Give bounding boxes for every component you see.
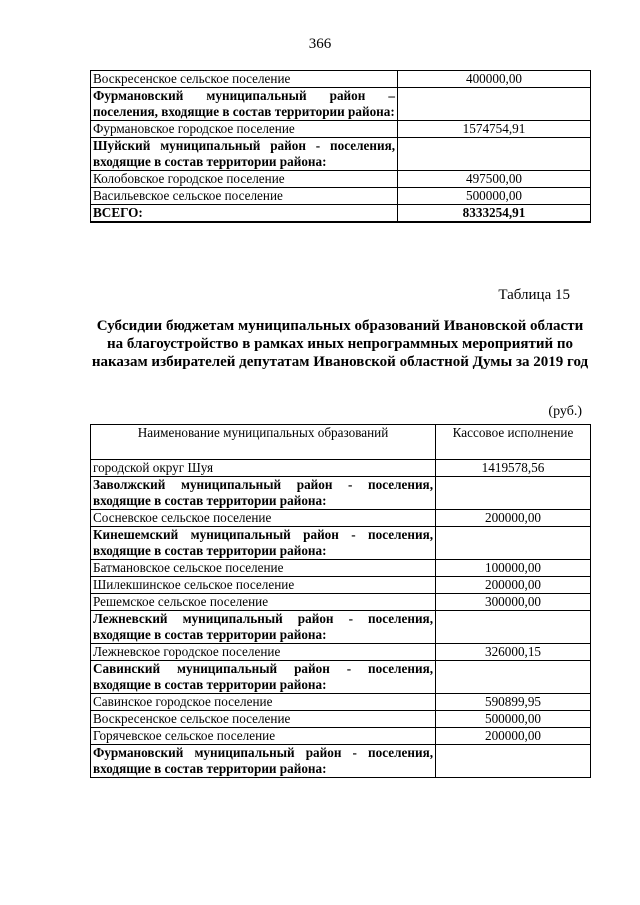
table-row [91, 644, 591, 661]
row-value [436, 477, 591, 510]
row-value: 590899,95 [436, 694, 591, 711]
row-name: Лежневское городское поселение [91, 644, 436, 661]
table-row [91, 188, 591, 205]
row-value: 200000,00 [436, 510, 591, 527]
row-name: Горячевское сельское поселение [91, 728, 436, 745]
row-value [398, 88, 591, 121]
row-name: Батмановское сельское поселение [91, 560, 436, 577]
row-value: 1419578,56 [436, 460, 591, 477]
column-header-name: Наименование муниципальных образований [91, 425, 436, 460]
row-value: 1574754,91 [398, 121, 591, 138]
subsidies-table [90, 424, 591, 778]
row-value [436, 527, 591, 560]
row-name: Фурмановский муниципальный район – поселения, входящие в состав территории района: [91, 88, 398, 121]
row-value: 497500,00 [398, 171, 591, 188]
column-header-value: Кассовое исполнение [436, 425, 591, 460]
row-value: 200000,00 [436, 728, 591, 745]
row-name: Лежневский муниципальный район - поселения, входящие в состав территории района: [91, 611, 436, 644]
row-name: Воскресенское сельское поселение [91, 711, 436, 728]
row-name: городской округ Шуя [91, 460, 436, 477]
table-continued [90, 70, 591, 223]
row-value: 100000,00 [436, 560, 591, 577]
table-caption: Субсидии бюджетам муниципальных образований Ивановской области на благоустройство в рамках иных непрограммных мероприятий по наказам избирателей депутатам Ивановской областной Думы за 2019 год [91, 318, 589, 370]
table-row [91, 661, 591, 694]
row-value [398, 138, 591, 171]
row-name: Кинешемский муниципальный район - поселения, входящие в состав территории района: [91, 527, 436, 560]
table-row [91, 594, 591, 611]
table-label: Таблица 15 [498, 287, 570, 303]
row-value: 400000,00 [398, 71, 591, 88]
row-value [436, 661, 591, 694]
table-row [91, 560, 591, 577]
table-row [91, 205, 591, 223]
row-name: Шилекшинское сельское поселение [91, 577, 436, 594]
row-name: Решемское сельское поселение [91, 594, 436, 611]
table-row [91, 88, 591, 121]
table-row [91, 728, 591, 745]
row-value: 500000,00 [436, 711, 591, 728]
row-name: Колобовское городское поселение [91, 171, 398, 188]
table-row [91, 611, 591, 644]
row-value [436, 745, 591, 778]
row-name: Заволжский муниципальный район - поселения, входящие в состав территории района: [91, 477, 436, 510]
table-header-row [91, 425, 591, 460]
table-row [91, 171, 591, 188]
row-name: Воскресенское сельское поселение [91, 71, 398, 88]
row-value: 326000,15 [436, 644, 591, 661]
table-row [91, 711, 591, 728]
page-number: 366 [308, 36, 332, 52]
table-row [91, 694, 591, 711]
table-row [91, 510, 591, 527]
row-value [436, 611, 591, 644]
table-row [91, 527, 591, 560]
row-name: Фурмановское городское поселение [91, 121, 398, 138]
table-row [91, 121, 591, 138]
row-name: Шуйский муниципальный район - поселения, входящие в состав территории района: [91, 138, 398, 171]
row-name: Савинское городское поселение [91, 694, 436, 711]
table-row [91, 577, 591, 594]
row-name: Васильевское сельское поселение [91, 188, 398, 205]
row-name: ВСЕГО: [91, 205, 398, 223]
table-row [91, 745, 591, 778]
table-row [91, 71, 591, 88]
row-name: Савинский муниципальный район - поселения, входящие в состав территории района: [91, 661, 436, 694]
unit-label: (руб.) [548, 404, 582, 419]
table-row [91, 460, 591, 477]
row-value: 200000,00 [436, 577, 591, 594]
row-value: 300000,00 [436, 594, 591, 611]
table-row [91, 477, 591, 510]
row-value: 8333254,91 [398, 205, 591, 223]
row-name: Фурмановский муниципальный район - поселения, входящие в состав территории района: [91, 745, 436, 778]
row-name: Сосневское сельское поселение [91, 510, 436, 527]
row-value: 500000,00 [398, 188, 591, 205]
table-row [91, 138, 591, 171]
